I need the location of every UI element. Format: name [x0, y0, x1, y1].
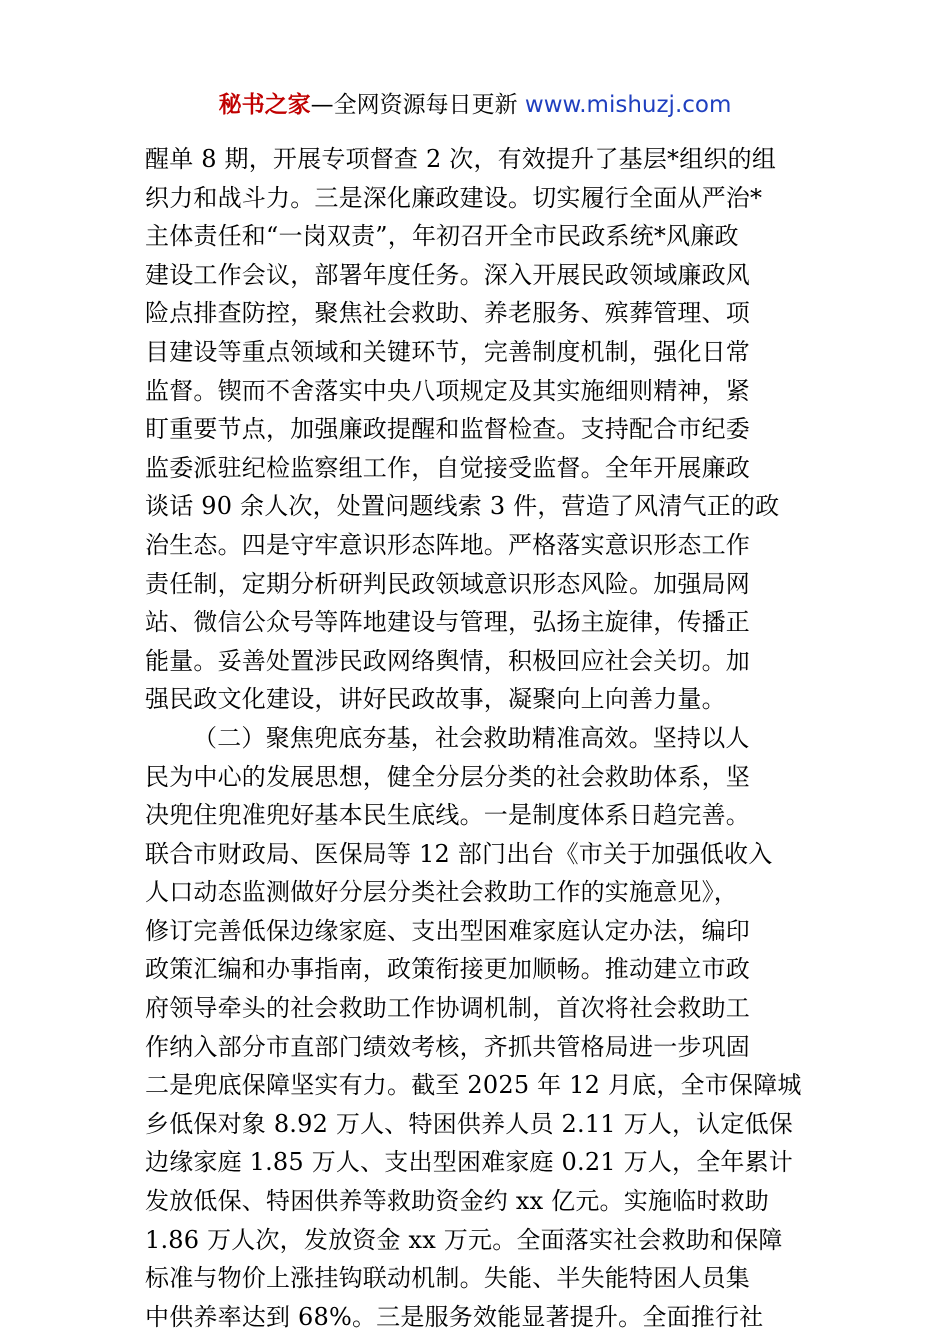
text-line: 责任制，定期分析研判民政领域意识形态风险。加强局网	[145, 569, 750, 598]
site-header	[0, 88, 950, 122]
text-line: 站、微信公众号等阵地建设与管理，弘扬主旋律，传播正	[145, 608, 750, 637]
text-line: 二是兜底保障坚实有力。截至 2025 年 12 月底，全市保障城	[145, 1071, 802, 1100]
text-line: 强民政文化建设，讲好民政故事，凝聚向上向善力量。	[145, 685, 726, 714]
document-body	[145, 140, 807, 1336]
text-line: 治生态。四是守牢意识形态阵地。严格落实意识形态工作	[145, 530, 750, 559]
text-line: 修订完善低保边缘家庭、支出型困难家庭认定办法，编印	[145, 916, 750, 945]
text-line: 监委派驻纪检监察组工作，自觉接受监督。全年开展廉政	[145, 453, 750, 482]
text-line: 标准与物价上涨挂钩联动机制。失能、半失能特困人员集	[145, 1264, 750, 1293]
text-line: 乡低保对象 8.92 万人、特困供养人员 2.11 万人，认定低保	[145, 1109, 793, 1138]
text-line: 边缘家庭 1.85 万人、支出型困难家庭 0.21 万人，全年累计	[145, 1148, 793, 1177]
text-line: 监督。锲而不舍落实中央八项规定及其实施细则精神，紧	[145, 376, 750, 405]
text-line: 作纳入部分市直部门绩效考核，齐抓共管格局进一步巩固	[145, 1032, 750, 1061]
text-line: 发放低保、特困供养等救助资金约 xx 亿元。实施临时救助	[145, 1187, 769, 1216]
text-line: 决兜住兜准兜好基本民生底线。一是制度体系日趋完善。	[145, 801, 750, 830]
text-line: 织力和战斗力。三是深化廉政建设。切实履行全面从严治*	[145, 183, 763, 212]
site-url-link[interactable]: www.mishuzj.com	[524, 92, 732, 118]
text-line: 主体责任和“一岗双责”，年初召开全市民政系统*风廉政	[145, 222, 739, 251]
brand-name: 秘书之家	[218, 92, 311, 118]
text-line: 建设工作会议，部署年度任务。深入开展民政领域廉政风	[145, 260, 750, 289]
text-line: 联合市财政局、医保局等 12 部门出台《市关于加强低收入	[145, 839, 773, 868]
text-line: 盯重要节点，加强廉政提醒和监督检查。支持配合市纪委	[145, 415, 750, 444]
text-line: 1.86 万人次，发放资金 xx 万元。全面落实社会救助和保障	[145, 1225, 783, 1254]
text-line: 醒单 8 期，开展专项督查 2 次，有效提升了基层*组织的组	[145, 145, 777, 173]
text-line: 能量。妥善处置涉民政网络舆情，积极回应社会关切。加	[145, 646, 750, 675]
section-heading-line: （二）聚焦兜底夯基，社会救助精准高效。坚持以人	[193, 723, 750, 752]
text-line: 人口动态监测做好分层分类社会救助工作的实施意见》，	[145, 878, 738, 907]
text-line: 谈话 90 余人次，处置问题线索 3 件，营造了风清气正的政	[145, 492, 780, 521]
text-line: 中供养率达到 68%。三是服务效能显著提升。全面推行社	[145, 1302, 764, 1331]
text-line: 险点排查防控，聚焦社会救助、养老服务、殡葬管理、项	[145, 299, 750, 328]
text-line: 政策汇编和办事指南，政策衔接更加顺畅。推动建立市政	[145, 955, 750, 984]
header-tagline: —全网资源每日更新	[310, 92, 525, 118]
text-line: 目建设等重点领域和关键环节，完善制度机制，强化日常	[145, 337, 750, 366]
text-line: 府领导牵头的社会救助工作协调机制，首次将社会救助工	[145, 994, 750, 1023]
text-line: 民为中心的发展思想，健全分层分类的社会救助体系，坚	[145, 762, 750, 791]
